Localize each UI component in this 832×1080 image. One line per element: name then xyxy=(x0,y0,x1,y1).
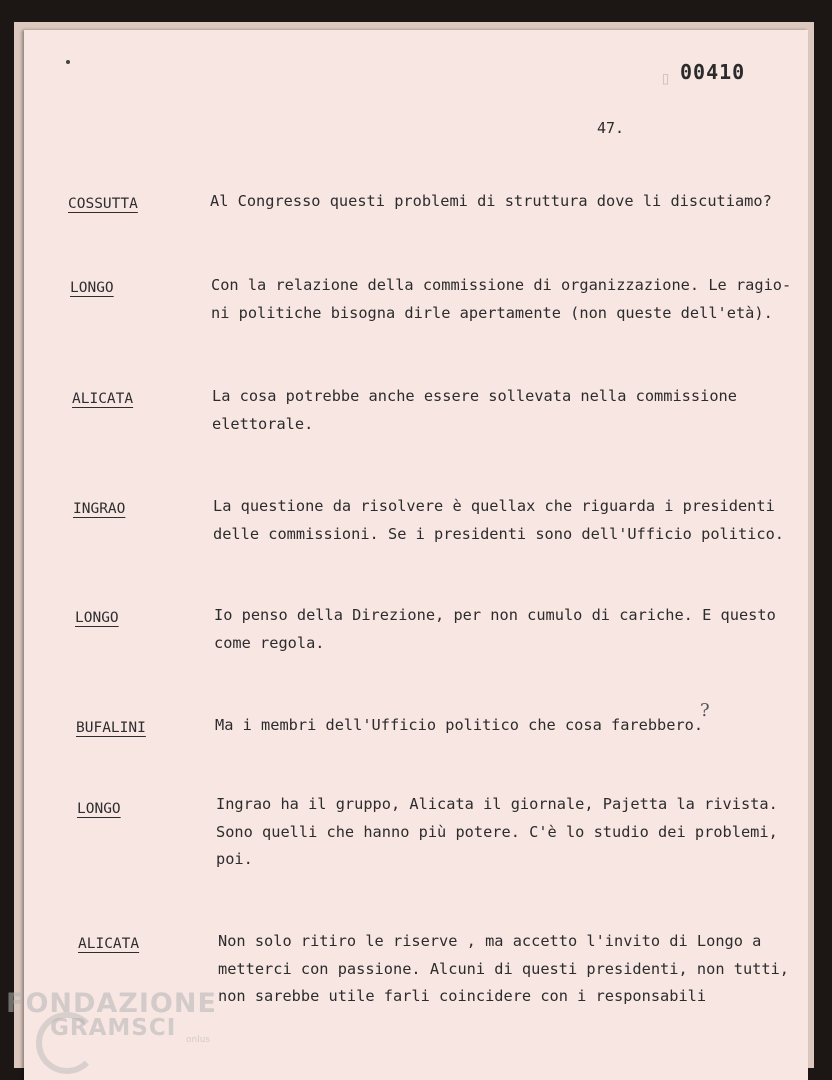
document-number: 00410 xyxy=(680,60,746,84)
speech-text: Ma i membri dell'Ufficio politico che cosa farebbero. xyxy=(215,716,704,734)
watermark-ring-icon xyxy=(36,1012,98,1074)
watermark-line1: FONDAZIONE xyxy=(6,988,217,1019)
speech-text: Io penso della Direzione, per non cumulo di cariche. E questo come regola. xyxy=(214,606,776,652)
speaker-label: LONGO xyxy=(77,801,121,817)
speaker-label: BUFALINI xyxy=(76,720,146,736)
speaker-label: INGRAO xyxy=(73,501,126,517)
speech-text: La cosa potrebbe anche essere sollevata nella commissione elettorale. xyxy=(212,387,737,433)
watermark-line3: onlus xyxy=(186,1035,211,1045)
speaker-label: ALICATA xyxy=(78,936,140,952)
speech-text: La questione da risolvere è quellax che riguarda i presidenti delle commissioni. Se i presidenti sono dell'Ufficio politico. xyxy=(213,497,784,543)
paper-speck xyxy=(66,60,70,64)
speech-text: Non solo ritiro le riserve , ma accetto l'invito di Longo a metterci con passione. Alcuni di questi presidenti, non tutti, non sarebbe utile farli coincidere con i responsabili xyxy=(218,932,789,1005)
watermark-logo xyxy=(6,988,217,1045)
watermark-line2: GRAMSCI xyxy=(50,1015,177,1041)
speech-text: Ingrao ha il gruppo, Alicata il giornale, Pajetta la rivista. Sono quelli che hanno più potere. C'è lo studio dei problemi, poi. xyxy=(216,795,778,868)
speech-text: Al Congresso questi problemi di struttura dove li discutiamo? xyxy=(210,192,772,210)
show-through-mark: ▯ xyxy=(660,68,671,89)
handwritten-question-mark: ? xyxy=(700,700,710,721)
speaker-label: LONGO xyxy=(70,280,114,296)
speaker-label: ALICATA xyxy=(72,391,134,407)
speaker-label: LONGO xyxy=(75,610,119,626)
speaker-label: COSSUTTA xyxy=(68,196,138,212)
speech-text: Con la relazione della commissione di organizzazione. Le ragio- ni politiche bisogna dirle apertamente (non queste dell'età). xyxy=(211,276,792,322)
page-number: 47. xyxy=(597,119,625,137)
